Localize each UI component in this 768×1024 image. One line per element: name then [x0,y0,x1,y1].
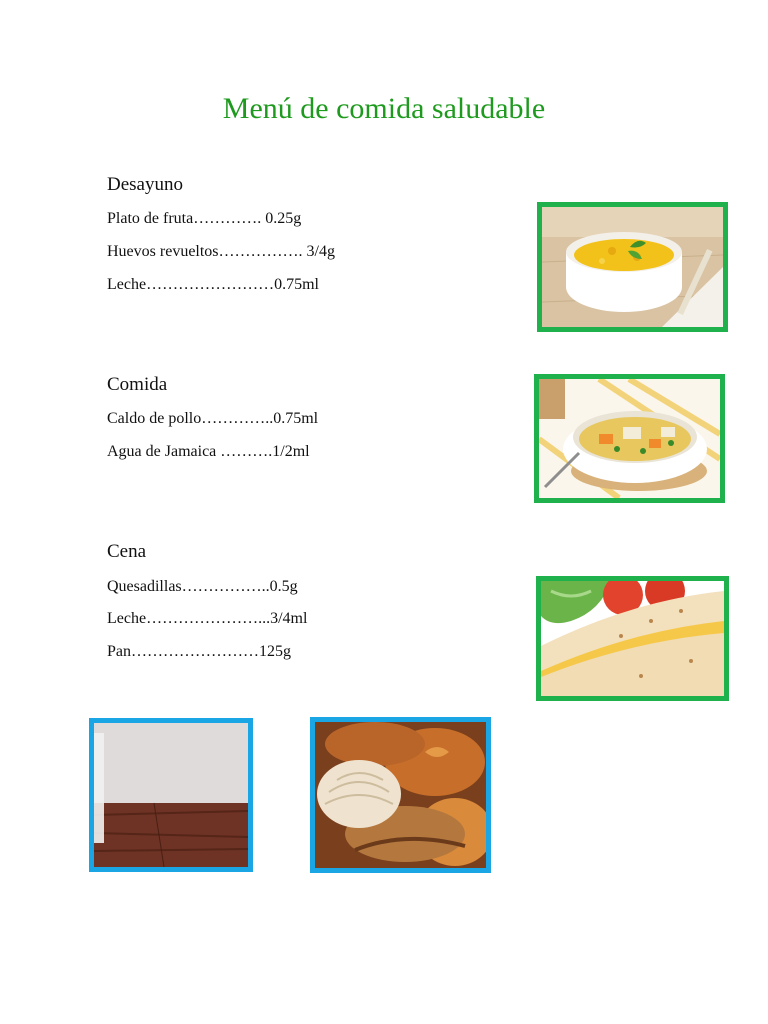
section-heading-cena: Cena [107,541,147,562]
menu-item: Plato de fruta…………. 0.25g [107,210,302,227]
menu-item: Agua de Jamaica ……….1/2ml [107,443,310,460]
menu-item: Caldo de pollo…………..0.75ml [107,410,319,427]
menu-item: Leche…………………...3/4ml [107,610,308,627]
menu-item: Quesadillas……………..0.5g [107,578,298,595]
page-title: Menú de comida saludable [222,92,546,125]
milk-glass-photo [89,718,253,872]
menu-item: Leche……………………0.75ml [107,276,319,293]
quesadillas-photo [536,576,729,701]
menu-item: Huevos revueltos……………. 3/4g [107,243,335,260]
section-heading-comida: Comida [107,374,168,395]
section-heading-desayuno: Desayuno [107,174,183,195]
pan-dulce-photo [310,717,491,873]
chicken-soup-photo [534,374,725,503]
scrambled-eggs-photo [537,202,728,332]
menu-item: Pan……………………125g [107,643,291,660]
